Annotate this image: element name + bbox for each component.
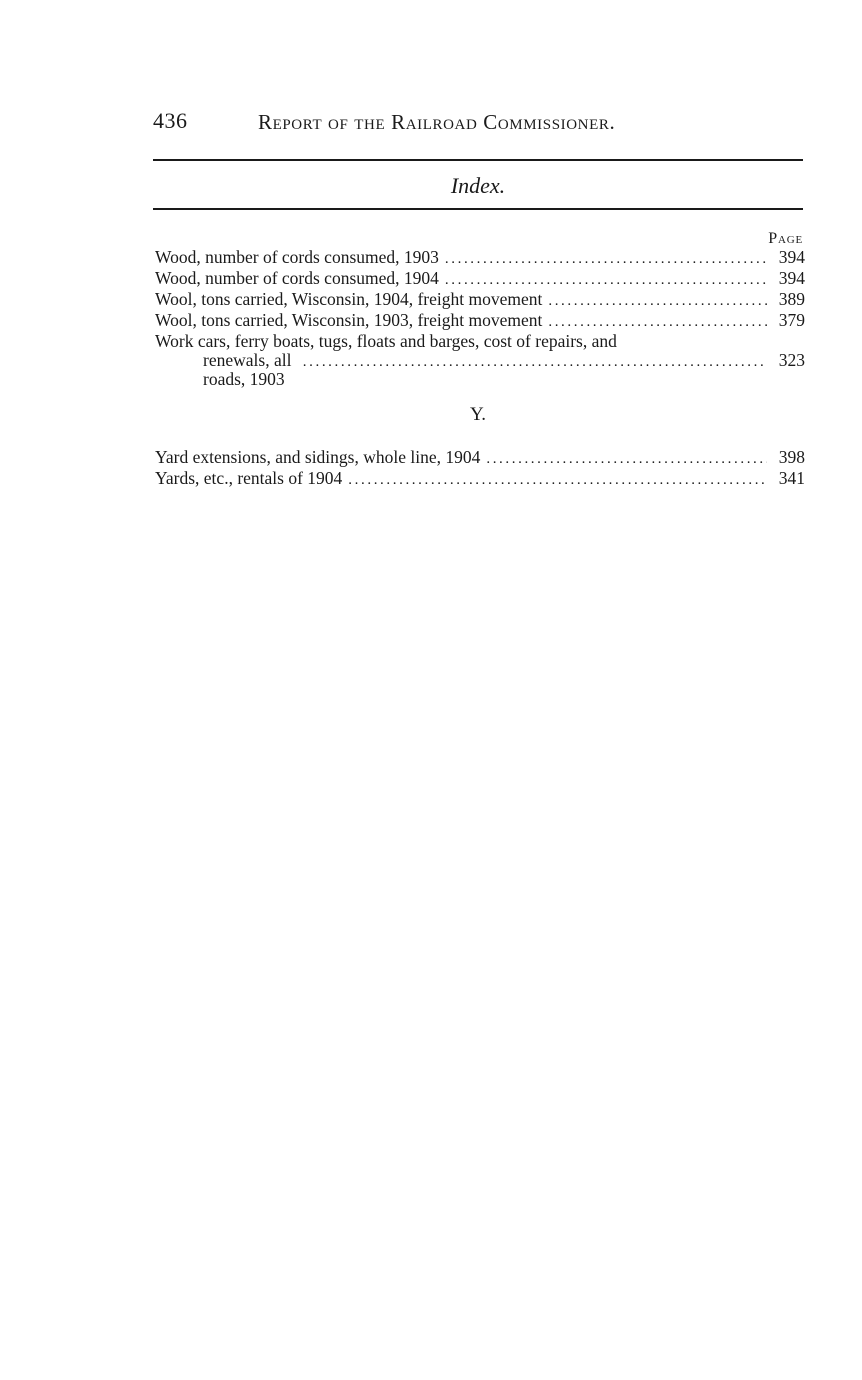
entry-page: 341: [778, 468, 805, 488]
entry-page: 389: [778, 289, 805, 309]
letter-heading: Y.: [469, 404, 487, 425]
entry-text-line2: renewals, all roads, 1903: [203, 350, 292, 389]
index-entry: [155, 469, 805, 490]
entry-text-line1: Work cars, ferry boats, tugs, floats and barges, cost of repairs, and: [155, 331, 617, 351]
dot-leader: [445, 250, 767, 269]
entry-page: 323: [778, 350, 805, 370]
entry-text: Wood, number of cords consumed, 1904: [155, 268, 439, 288]
entry-text: Yard extensions, and sidings, whole line, 1904: [155, 447, 481, 467]
section-title: Index.: [450, 173, 506, 198]
dot-leader: [548, 313, 767, 332]
dot-leader: [303, 353, 767, 372]
page-number: 436: [153, 108, 188, 133]
index-entry: [155, 248, 805, 269]
page-column-label: Page: [768, 230, 803, 247]
entry-text: Wool, tons carried, Wisconsin, 1903, freight movement: [155, 310, 543, 330]
entry-page: 379: [778, 310, 805, 330]
index-entries-y: [155, 448, 805, 490]
entry-text: Wood, number of cords consumed, 1903: [155, 247, 439, 267]
dot-leader: [486, 450, 767, 469]
index-entry: [155, 269, 805, 290]
running-head: Report of the Railroad Commissioner.: [258, 110, 616, 134]
rule-bottom: [153, 208, 803, 210]
index-entry-multiline: [155, 332, 805, 389]
dot-leader: [348, 471, 767, 490]
index-entry: [155, 290, 805, 311]
entry-page: 394: [778, 247, 805, 267]
entry-page: 394: [778, 268, 805, 288]
dot-leader: [445, 271, 767, 290]
dot-leader: [548, 292, 767, 311]
index-entry: [155, 311, 805, 332]
entry-page: 398: [778, 447, 805, 467]
index-entry: [155, 448, 805, 469]
entry-text: Yards, etc., rentals of 1904: [155, 468, 343, 488]
entry-text: Wool, tons carried, Wisconsin, 1904, freight movement: [155, 289, 543, 309]
index-entries-w: [155, 248, 805, 389]
rule-top: [153, 159, 803, 161]
